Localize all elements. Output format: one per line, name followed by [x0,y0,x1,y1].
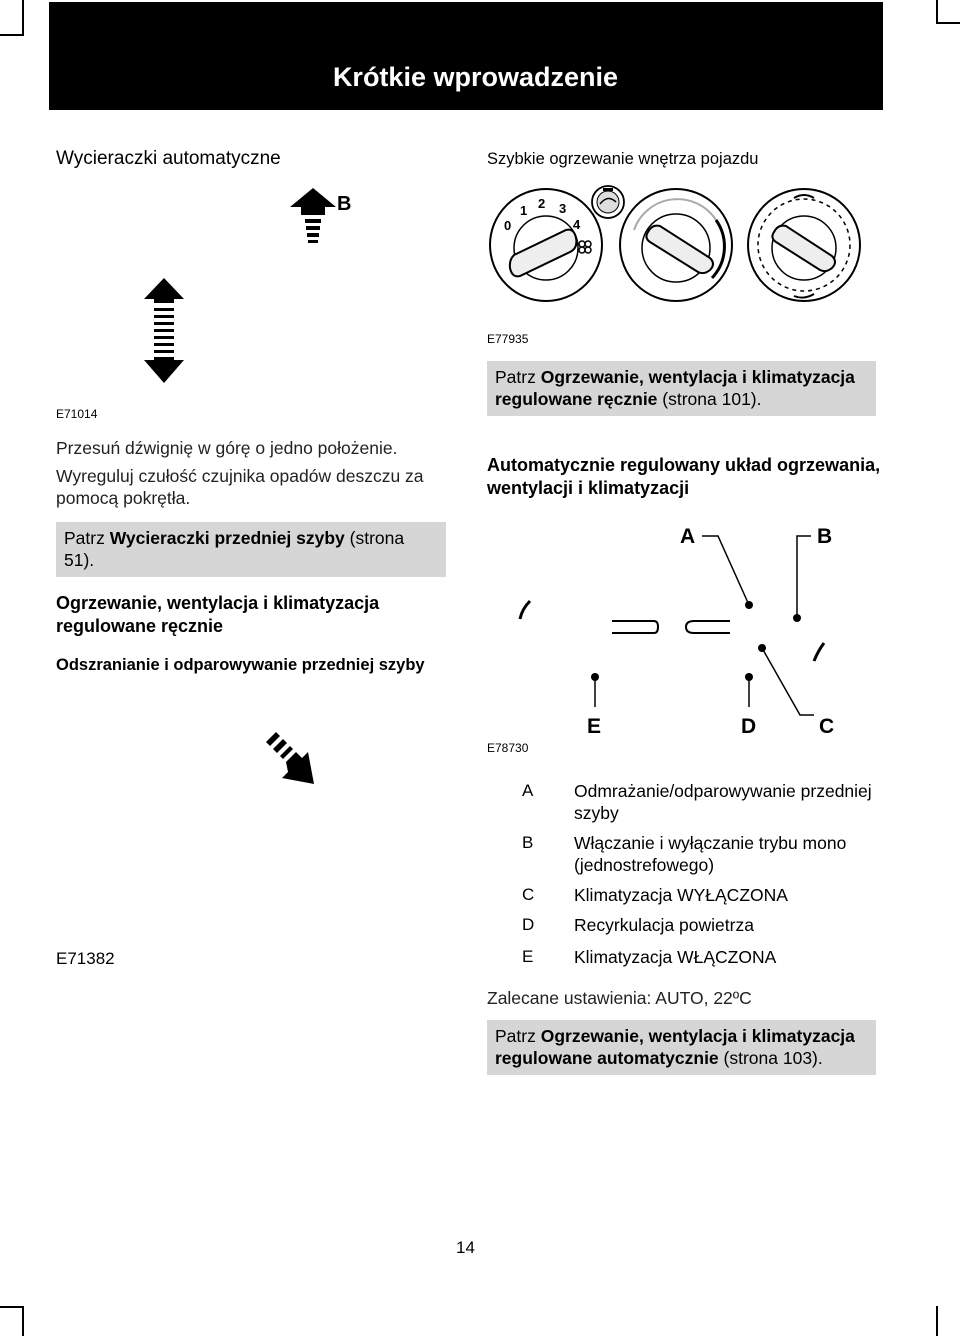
legend-text: Odmrażanie/odparowywanie przedniej szyby [574,781,872,823]
temperature-dial [620,189,732,301]
figure-code: E71014 [56,407,98,421]
figure-code: E71382 [56,949,115,968]
legend-letter: A [522,781,534,800]
arrow-down-right-icon [266,732,314,784]
dial-number: 0 [504,218,512,233]
crop-mark [936,0,938,24]
arrow-up-icon [290,188,336,243]
crop-mark [0,1306,24,1308]
fan-speed-dial [490,189,602,301]
label-d: D [741,715,757,738]
page-title: Krótkie wprowadzenie [332,62,618,92]
legend-letter: E [522,947,534,966]
subsection-title-defrost: Odszranianie i odparowywanie przedniej szyby [56,656,425,674]
double-arrow-icon [144,278,184,383]
note-box [56,522,446,577]
note-prefix: Patrz [64,528,110,548]
section-title-auto-wipers: Wycieraczki automatyczne [56,148,281,169]
header-bar [49,2,883,110]
recirculation-button-icon [592,186,624,218]
section-title-manual-climate: Ogrzewanie, wentylacja i klimatyzacja regulowane ręcznie [56,593,380,636]
note-link: Ogrzewanie, wentylacja i klimatyzacja regulowane ręcznie [495,367,855,409]
dial-number: 4 [573,217,581,232]
section-title-quick-heating: Szybkie ogrzewanie wnętrza pojazdu [487,150,759,168]
section-title-auto-climate: Automatycznie regulowany układ ogrzewania, wentylacji i klimatyzacji [487,455,881,498]
page-number: 14 [456,1238,475,1257]
legend-letter: B [522,833,534,852]
label-c: C [819,715,835,738]
dial-number: 1 [520,203,528,218]
crop-mark [0,34,24,36]
note-suffix: (strona 51). [64,528,405,570]
label-b: B [817,525,833,548]
fig1-label-b: B [337,193,352,215]
air-distribution-dial [748,189,860,301]
crop-mark [22,1306,24,1336]
auto-climate-controls-illustration [484,515,874,740]
defrost-arrow-illustration [262,728,322,788]
paragraph: Przesuń dźwignię w górę o jedno położenie. [56,438,398,458]
note-box [487,361,876,416]
note-box [487,1020,876,1075]
legend-text: Recyrkulacja powietrza [574,915,754,935]
legend-text: Klimatyzacja WYŁĄCZONA [574,885,788,905]
paragraph: Wyreguluj czułość czujnika opadów deszczu za pomocą pokrętła. [56,466,424,508]
dial-number: 2 [538,196,546,211]
note-suffix: (strona 103). [718,1048,823,1068]
legend-text: Włączanie i wyłączanie trybu mono (jednostrefowego) [574,833,847,875]
note-prefix: Patrz [495,367,541,387]
manual-climate-dials-illustration [484,180,874,310]
figure-code: E78730 [487,741,529,755]
figure-code: E77935 [487,332,529,346]
note-suffix: (strona 101). [657,389,762,409]
dial-number: 3 [559,201,567,216]
legend-letter: D [522,915,535,934]
crop-mark [936,22,960,24]
label-a: A [680,525,696,548]
label-e: E [587,715,602,738]
legend-text: Klimatyzacja WŁĄCZONA [574,947,777,967]
wiper-lever-illustration [130,185,380,385]
note-prefix: Patrz [495,1026,541,1046]
crop-mark [936,1306,938,1336]
note-link: Ogrzewanie, wentylacja i klimatyzacja regulowane automatycznie [495,1026,855,1068]
crop-mark [22,0,24,36]
recommended-settings: Zalecane ustawienia: AUTO, 22ºC [487,988,752,1008]
legend-letter: C [522,885,535,904]
note-link: Wycieraczki przedniej szyby [109,528,345,548]
